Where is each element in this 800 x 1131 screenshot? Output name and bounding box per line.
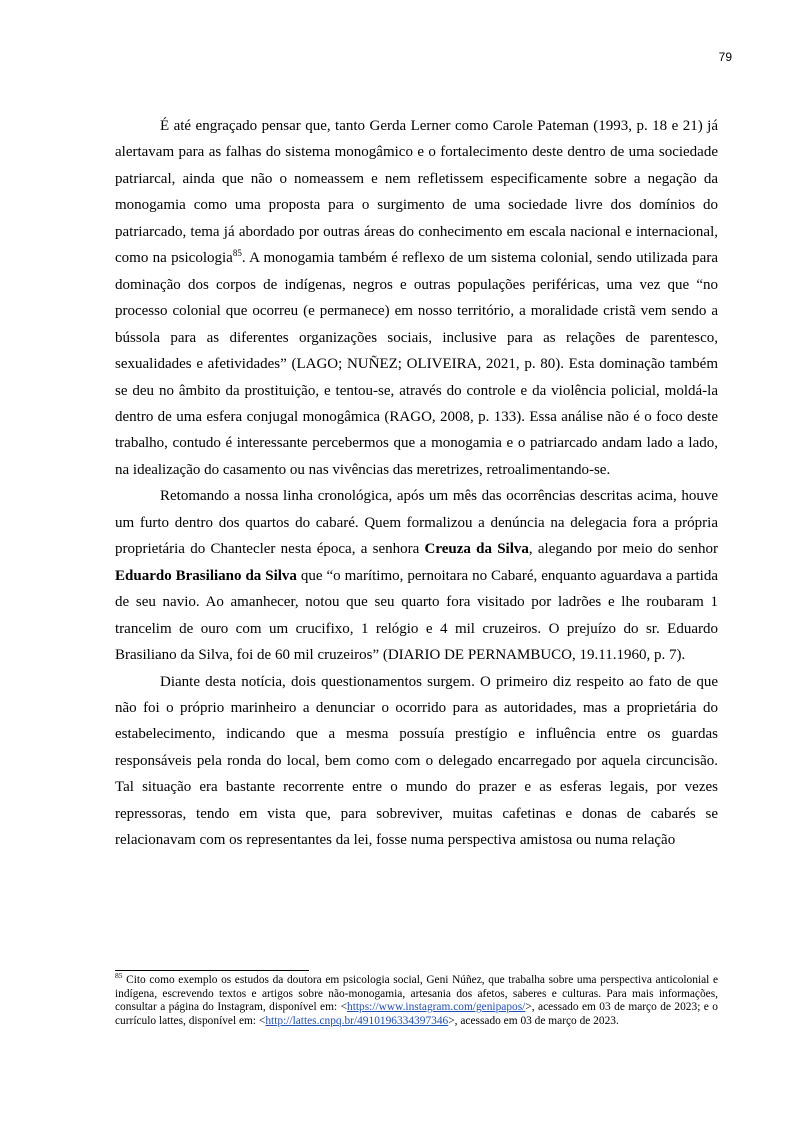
body-text: [115, 113, 718, 854]
paragraph-2: [115, 483, 718, 668]
paragraph-1-text-a: É até engraçado pensar que, tanto Gerda Lerner como Carole Pateman (1993, p. 18 e 21) já alertavam para as falhas do sistema monogâmico e o fortalecimento deste dentro de uma sociedade patriarcal, ainda que não o nomeassem e nem refletissem especificamente sobre a negação da monogamia como uma proposta para o surgimento de uma sociedade livre dos domínios do patriarcado, tema já abordado por outras áreas do conhecimento em escala nacional e internacional, como na psicologia: [115, 118, 718, 267]
footnote-reference[interactable]: 85: [232, 248, 242, 259]
paragraph-1-text-b: . A monogamia também é reflexo de um sistema colonial, sendo utilizada para dominação dos corpos de indígenas, negros e outras populações periféricas, uma vez que “no processo colonial que ocorreu (e permanece) em nosso território, a moralidade cristã vem sendo a bússola para as diferentes organizações sociais, inclusive para as relações de parentesco, sexualidades e afetividades” (LAGO; NUÑEZ; OLIVEIRA, 2021, p. 80). Esta dominação também se deu no âmbito da prostituição, e tentou-se, através do controle e da violência policial, moldá-la dentro de uma esfera conjugal monogâmica (RAGO, 2008, p. 133). Essa análise não é o foco deste trabalho, contudo é interessante percebermos que a monogamia e o patriarcado andam lado a lado, na idealização do casamento ou nas vivências das meretrizes, retroalimentando-se.: [115, 250, 718, 478]
paragraph-1: [115, 113, 718, 483]
lattes-link[interactable]: http://lattes.cnpq.br/4910196334397346: [265, 1014, 449, 1027]
footnote-mark: 85: [115, 971, 123, 981]
instagram-link[interactable]: https://www.instagram.com/genipapos/: [347, 1001, 526, 1014]
footnote-85: [115, 971, 718, 1028]
bold-name-eduardo: Eduardo Brasiliano da Silva: [115, 567, 297, 584]
footnote-text-a: Cito como exemplo os estudos da doutora em psicologia social, Geni Núñez, que trabalha sobre uma perspectiva anticolonial e indígena, escrevendo textos e artigos sobre não-monogamia, artesania dos afetos, saberes e culturas. Para mais informações, consultar a página do Instagram, disponível em: <: [115, 974, 718, 1014]
footnote-divider: [115, 970, 309, 971]
paragraph-2-text-b: , alegando por meio do senhor: [528, 541, 718, 558]
footnote-text-c: >, acessado em 03 de março de 2023.: [448, 1014, 619, 1027]
paragraph-3: Diante desta notícia, dois questionamentos surgem. O primeiro diz respeito ao fato de que não foi o próprio marinheiro a denunciar o ocorrido para as autoridades, mas a proprietária do estabelecimento, indicando que a mesma possuía prestígio e influência entre os guardas responsáveis pela ronda do local, bem como com o delegado encarregado por aquela circuncisão. Tal situação era bastante recorrente entre o mundo do prazer e as esferas legais, por vezes repressoras, tendo em vista que, para sobreviver, muitas cafetinas e donas de cabarés se relacionavam com os representantes da lei, fosse numa perspectiva amistosa ou numa relação: [115, 673, 718, 849]
footnote-text-b: >, acessado em 03 de março de 2023; e o currículo lattes, disponível em: <: [115, 1001, 718, 1027]
bold-name-creuza: Creuza da Silva: [424, 541, 529, 558]
paragraph-2-text-a: Retomando a nossa linha cronológica, após um mês das ocorrências descritas acima, houve um furto dentro dos quartos do cabaré. Quem formalizou a denúncia na delegacia fora a própria proprietária do Chantecler nesta época, a senhora: [115, 488, 718, 558]
page-number: 79: [718, 50, 732, 64]
paragraph-2-text-c: que “o marítimo, pernoitara no Cabaré, enquanto aguardava a partida de seu navio. Ao amanhecer, notou que seu quarto fora visitado por ladrões e lhe roubaram 1 trancelim de ouro com um crucifixo, 1 relógio e 4 mil cruzeiros. O prejuízo do sr. Eduardo Brasiliano da Silva, foi de 60 mil cruzeiros” (DIARIO DE PERNAMBUCO, 19.11.1960, p. 7).: [115, 567, 718, 664]
